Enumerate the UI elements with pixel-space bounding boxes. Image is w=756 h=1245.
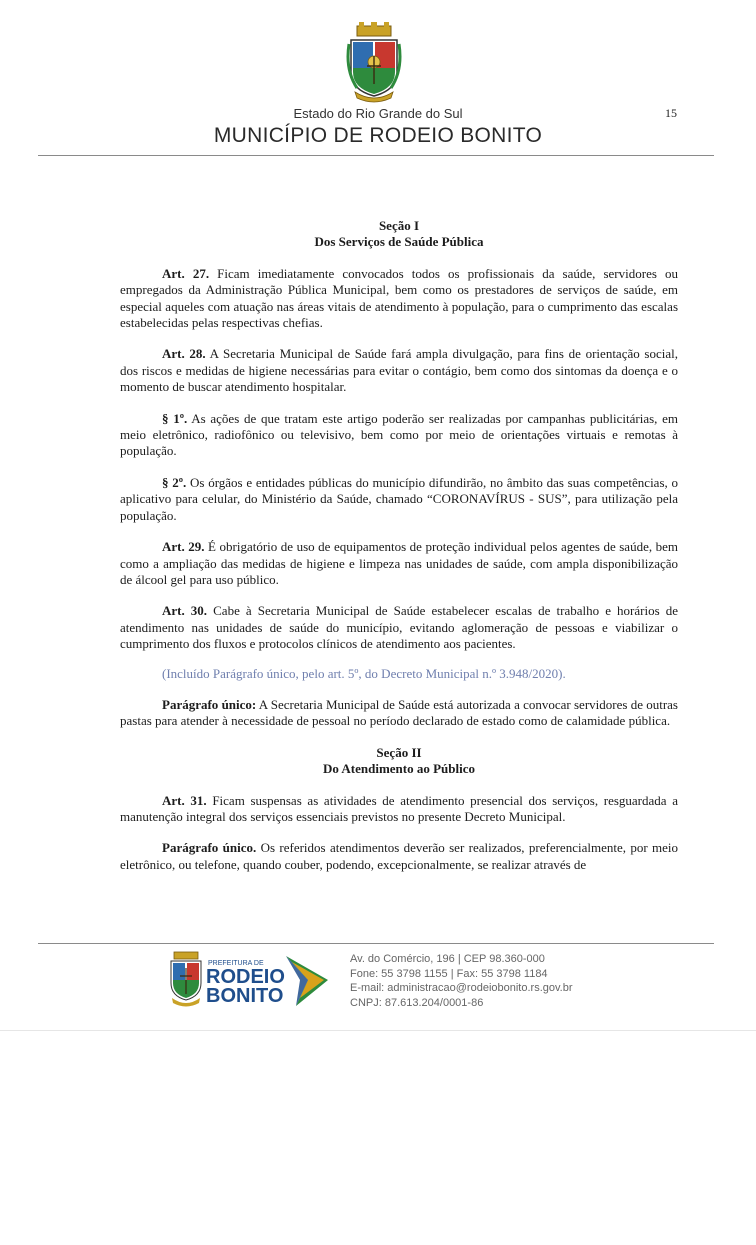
- section-title: Dos Serviços de Saúde Pública: [314, 234, 484, 250]
- footer-address: Av. do Comércio, 196 | CEP 98.360-000: [350, 953, 545, 965]
- page-number: 15: [665, 106, 677, 120]
- coat-of-arms-icon: [345, 22, 403, 104]
- paragraph-text: A Secretaria Municipal de Saúde está autorizada a convocar servidores de outras pastas para atender à necessidade de pessoal no período declarado de estado como de calamidade pública.: [120, 696, 678, 729]
- article-29: [120, 539, 678, 588]
- article-28: [120, 346, 678, 395]
- paragraph-label: Parágrafo único.: [162, 840, 257, 856]
- article-text: A Secretaria Municipal de Saúde fará ampla divulgação, para fins de orientação social, dos riscos e medidas de higiene necessárias para evitar o contágio, bem como dos sintomas da doença e o momento de buscar atendimento hospitalar.: [120, 346, 678, 395]
- article-text: Ficam imediatamente convocados todos os profissionais da saúde, servidores ou empregados da Administração Pública Municipal, bem como os prestadores de serviços de saúde, em especial aqueles com atuação nas áreas vitais de atendimento à população, para o cumprimento das escalas estabelecidas pelas respectivas chefias.: [120, 265, 678, 331]
- article-31-sole-paragraph: [120, 840, 678, 873]
- footer-phone: Fone: 55 3798 1155 | Fax: 55 3798 1184: [350, 967, 548, 980]
- footer-crest-icon: [171, 952, 201, 1007]
- inclusion-note: (Incluído Parágrafo único, pelo art. 5º, do Decreto Municipal n.º 3.948/2020).: [162, 665, 566, 681]
- paragraph-text: Os órgãos e entidades públicas do município difundirão, no âmbito das suas competências, o aplicativo para celular, do Ministério da Saúde, chamado “CORONAVÍRUS - SUS”, para utilização pela população.: [120, 474, 678, 523]
- paragraph-label: § 1º.: [162, 410, 188, 426]
- municipality-title: MUNICÍPIO DE RODEIO BONITO: [213, 124, 543, 147]
- paragraph-text: Os referidos atendimentos deverão ser realizados, preferencialmente, por meio eletrônico, ou telefone, quando couber, podendo, excepcionalmente, se realizar através de: [120, 840, 679, 872]
- article-text: Cabe à Secretaria Municipal de Saúde estabelecer escalas de trabalho e horários de atendimento nas unidades de saúde do município, evitando aglomeração de pessoas e viabilizar o cumprimento dos fluxos e protocolos clínicos de atendimento aos pacientes.: [120, 603, 678, 652]
- article-label: Art. 27.: [162, 265, 210, 281]
- prefeitura-logo: [168, 950, 334, 1008]
- article-label: Art. 30.: [162, 603, 208, 619]
- article-31: [120, 793, 678, 826]
- article-28-paragraph-1: [120, 411, 678, 460]
- article-30-sole-paragraph: [120, 697, 678, 730]
- logo-line-2: BONITO: [206, 985, 284, 1007]
- logo-small-text: PREFEITURA DE: [208, 960, 264, 967]
- state-name: Estado do Rio Grande do Sul: [293, 106, 463, 121]
- article-30: [120, 603, 678, 652]
- article-label: Art. 29.: [162, 539, 205, 555]
- page-edge: [0, 1030, 756, 1031]
- article-label: Art. 28.: [162, 346, 206, 362]
- footer-contact: [350, 952, 573, 1010]
- section-label: Seção I: [378, 218, 420, 233]
- header-divider: [38, 155, 714, 156]
- footer-divider: [38, 943, 714, 944]
- paragraph-label: § 2º.: [162, 474, 187, 490]
- article-text: É obrigatório de uso de equipamentos de proteção individual pelos agentes de saúde, bem como a ampliação das medidas de higiene e limpeza nas unidades de saúde, com ampla disponibilização de álcool gel para uso público.: [120, 539, 678, 587]
- section-label: Seção II: [376, 744, 422, 760]
- article-27: [120, 266, 678, 332]
- decree-body: [120, 218, 678, 873]
- article-label: Art. 31.: [162, 792, 207, 808]
- paragraph-text: As ações de que tratam este artigo poderão ser realizadas por campanhas publicitárias, em meio eletrônico, radiofônico ou televisivo, bem como por meio de orientações virtuais e remotas à população.: [120, 410, 678, 459]
- article-text: Ficam suspensas as atividades de atendimento presencial dos serviços, resguardada a manutenção integral dos serviços essenciais previstos no presente Decreto Municipal.: [120, 792, 678, 824]
- footer-email: E-mail: administracao@rodeiobonito.rs.gov.br: [350, 982, 573, 995]
- section-title: Do Atendimento ao Público: [322, 761, 476, 777]
- footer-cnpj: CNPJ: 87.613.204/0001-86: [350, 996, 484, 1009]
- logo-line-1: RODEIO: [206, 966, 285, 988]
- paragraph-label: Parágrafo único:: [162, 696, 257, 712]
- article-28-paragraph-2: [120, 475, 678, 524]
